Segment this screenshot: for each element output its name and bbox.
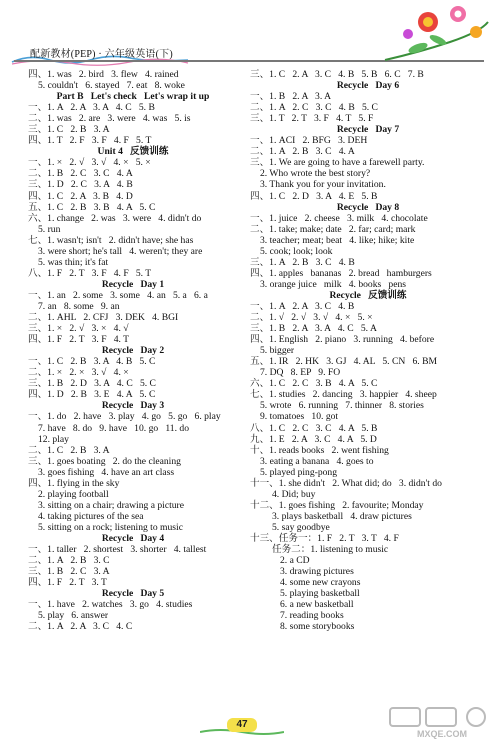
answer-line: 六、1. change 2. was 3. were 4. didn't do xyxy=(28,212,202,224)
answer-line: 四、1. F 2. T 3. T xyxy=(28,577,107,589)
answer-line: 5. wrote 6. running 7. thinner 8. stories xyxy=(260,400,424,412)
answer-line: 六、1. C 2. C 3. B 4. A 5. C xyxy=(250,378,378,390)
answer-line: 五、1. C 2. B 3. B 4. A 5. C xyxy=(28,201,156,213)
answer-line: 3. teacher; meat; beat 4. like; hike; kite xyxy=(260,234,415,246)
answer-line: 9. tomatoes 10. got xyxy=(260,411,339,423)
answer-line: 二、1. √ 2. √ 3. √ 4. × 5. × xyxy=(250,312,373,324)
answer-line: 四、1. F 2. T 3. F 4. T xyxy=(28,334,130,346)
answer-line: 7. have 8. do 9. have 10. go 11. do xyxy=(38,422,189,434)
answer-line: 5. bigger xyxy=(260,345,295,357)
section-heading: Recycle Day 2 xyxy=(101,345,165,357)
answer-line: 四、1. T 2. F 3. F 4. F 5. T xyxy=(28,135,152,147)
answer-line: 十三、任务一：1. F 2. T 3. T 4. F xyxy=(250,532,399,544)
answer-line: 5. couldn't 6. stayed 7. eat 8. woke xyxy=(38,80,185,92)
answer-line: 任务二：1. listening to music xyxy=(272,544,389,556)
answer-line: 三、1. We are going to have a farewell party. xyxy=(250,157,425,169)
section-heading: Recycle Day 6 xyxy=(336,80,400,92)
page-header xyxy=(0,0,500,68)
answer-line: 四、1. C 2. D 3. A 4. E 5. B xyxy=(250,190,378,202)
answer-line: 十、1. reads books 2. went fishing xyxy=(250,444,389,456)
answer-line: 三、1. goes boating 2. do the cleaning xyxy=(28,455,181,467)
answer-line: 一、1. A 2. A 3. C 4. B xyxy=(250,300,355,312)
answer-line: 十一、1. she didn't 2. What did; do 3. didn't do xyxy=(250,477,442,489)
answer-line: 九、1. E 2. A 3. C 4. A 5. D xyxy=(250,433,377,445)
answer-line: 12. play xyxy=(38,433,69,445)
answer-line: 三、1. C 2. B 3. A xyxy=(28,124,110,136)
answer-line: 二、1. was 2. are 3. were 4. was 5. is xyxy=(28,113,191,125)
answer-line: 3. eating a banana 4. goes to xyxy=(260,455,374,467)
answer-line: 7. an 8. some 9. an xyxy=(38,300,120,312)
answer-line: 一、1. B 2. A 3. A xyxy=(250,91,332,103)
answer-line: 八、1. C 2. C 3. C 4. A 5. B xyxy=(250,422,378,434)
answer-line: 5. playing basketball xyxy=(280,588,360,600)
section-heading: Part B Let's check Let's wrap it up xyxy=(56,91,210,103)
answer-line: 5. say goodbye xyxy=(272,521,330,533)
answer-line: 5. played ping-pong xyxy=(260,466,338,478)
answer-line: 三、1. B 2. A 3. A 4. C 5. A xyxy=(250,323,377,335)
answer-line: 四、1. was 2. bird 3. flew 4. rained xyxy=(28,69,179,80)
answer-line: 一、1. an 2. some 3. some 4. an 5. a 6. a xyxy=(28,289,208,301)
watermark-logo-icon xyxy=(388,706,496,740)
answer-line: 4. Did; buy xyxy=(272,488,316,500)
section-heading: Recycle Day 7 xyxy=(336,124,400,136)
answer-line: 5. run xyxy=(38,223,61,235)
answer-line: 二、1. A 2. B 3. C 4. A xyxy=(250,146,355,158)
answer-line: 八、1. F 2. T 3. F 4. F 5. T xyxy=(28,267,152,279)
answer-line: 6. a new basketball xyxy=(280,599,354,611)
answer-line: 3. were short; he's tall 4. weren't; they are xyxy=(38,245,203,257)
answer-line: 2. Who wrote the best story? xyxy=(260,168,371,180)
answer-line: 三、1. T 2. T 3. F 4. T 5. F xyxy=(250,113,374,125)
answer-line: 3. sitting on a chair; drawing a picture xyxy=(38,499,184,511)
answer-line: 3. goes fishing 4. have an art class xyxy=(38,466,175,478)
answer-line: 四、1. flying in the sky xyxy=(28,477,120,489)
answer-line: 一、1. do 2. have 3. play 4. go 5. go 6. play xyxy=(28,411,221,423)
answer-line: 5. cook; look; look xyxy=(260,245,333,257)
answer-line: 三、1. × 2. √ 3. × 4. √ xyxy=(28,323,129,335)
page-number: 47 xyxy=(227,718,257,732)
answer-line: 3. plays basketball 4. draw pictures xyxy=(272,510,412,522)
section-heading: Recycle Day 5 xyxy=(101,588,165,600)
answer-line: 三、1. C 2. A 3. C 4. B 5. B 6. C 7. B xyxy=(250,69,424,80)
answer-line: 一、1. taller 2. shortest 3. shorter 4. tallest xyxy=(28,544,207,556)
section-heading: Recycle Day 1 xyxy=(101,278,165,290)
answer-line: 七、1. wasn't; isn't 2. didn't have; she has xyxy=(28,234,194,246)
answer-line: 二、1. A 2. B 3. C xyxy=(28,555,110,567)
answer-line: 四、1. D 2. B 3. E 4. A 5. C xyxy=(28,389,156,401)
book-title: 配新教材(PEP) · 六年级英语(下) xyxy=(30,49,173,60)
answer-line: 5. play 6. answer xyxy=(38,610,109,622)
answer-line: 一、1. C 2. B 3. A 4. B 5. C xyxy=(28,356,156,368)
answer-line: 十二、1. goes fishing 2. favourite; Monday xyxy=(250,499,424,511)
answer-line: 二、1. AHL 2. CFJ 3. DEK 4. BGI xyxy=(28,312,179,324)
answer-line: 二、1. B 2. C 3. C 4. A xyxy=(28,168,133,180)
section-heading: Recycle Day 8 xyxy=(336,201,400,213)
answer-line: 一、1. ACI 2. BFG 3. DEH xyxy=(250,135,368,147)
answer-line: 一、1. A 2. A 3. A 4. C 5. B xyxy=(28,102,155,114)
left-answer-column xyxy=(28,69,238,632)
answer-line: 3. Thank you for your invitation. xyxy=(260,179,386,191)
answer-line: 二、1. A 2. C 3. C 4. B 5. C xyxy=(250,102,378,114)
answer-line: 一、1. have 2. watches 3. go 4. studies xyxy=(28,599,193,611)
answer-line: 二、1. take; make; date 2. far; card; mark xyxy=(250,223,416,235)
answer-line: 四、1. English 2. piano 3. running 4. before xyxy=(250,334,435,346)
answer-line: 5. sitting on a rock; listening to music xyxy=(38,521,183,533)
section-heading: Recycle 反馈训练 xyxy=(329,289,407,301)
answer-line: 七、1. studies 2. dancing 3. happier 4. sheep xyxy=(250,389,437,401)
answer-line: 二、1. A 2. A 3. C 4. C xyxy=(28,621,133,633)
answer-line: 二、1. × 2. × 3. √ 4. × xyxy=(28,367,129,379)
answer-line: 3. orange juice milk 4. books pens xyxy=(260,278,407,290)
answer-line: 2. playing football xyxy=(38,488,109,500)
answer-line: 三、1. B 2. C 3. A xyxy=(28,566,110,578)
answer-line: 4. some new crayons xyxy=(280,577,361,589)
answer-line: 4. taking pictures of the sea xyxy=(38,510,144,522)
answer-line: 7. reading books xyxy=(280,610,344,622)
section-heading: Recycle Day 4 xyxy=(101,532,165,544)
answer-line: 四、1. apples bananas 2. bread hamburgers xyxy=(250,267,432,279)
answer-line: 8. some storybooks xyxy=(280,621,355,633)
answer-line: 三、1. B 2. D 3. A 4. C 5. C xyxy=(28,378,156,390)
flower-decoration-icon xyxy=(380,2,490,64)
answer-line: 二、1. C 2. B 3. A xyxy=(28,444,110,456)
svg-text:MXQE.COM: MXQE.COM xyxy=(416,729,468,739)
section-heading: Recycle Day 3 xyxy=(101,400,165,412)
answer-line: 3. drawing pictures xyxy=(280,566,354,578)
answer-line: 7. DQ 8. EP 9. FO xyxy=(260,367,341,379)
answer-line: 一、1. juice 2. cheese 3. milk 4. chocolate xyxy=(250,212,428,224)
section-heading: Unit 4 反馈训练 xyxy=(97,146,169,158)
answer-line: 三、1. D 2. C 3. A 4. B xyxy=(28,179,133,191)
answer-line: 四、1. C 2. A 3. B 4. D xyxy=(28,190,133,202)
answer-line: 五、1. IR 2. HK 3. GJ 4. AL 5. CN 6. BM xyxy=(250,356,437,368)
answer-line: 一、1. × 2. √ 3. √ 4. × 5. × xyxy=(28,157,151,169)
right-answer-column xyxy=(250,69,486,632)
answer-line: 三、1. A 2. B 3. C 4. B xyxy=(250,256,355,268)
answer-line: 5. was thin; it's fat xyxy=(38,256,109,268)
answer-line: 2. a CD xyxy=(280,555,310,567)
